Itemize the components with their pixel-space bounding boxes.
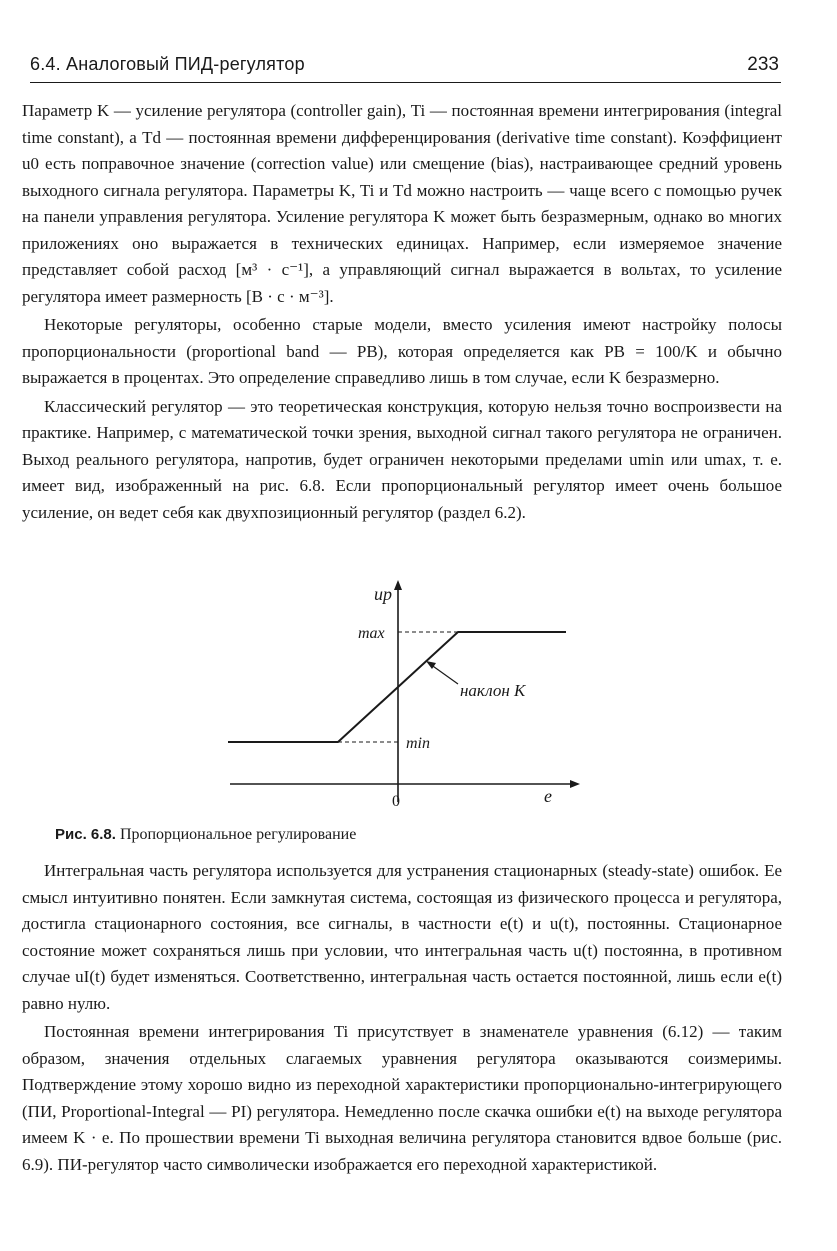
caption-label: Рис. 6.8. (55, 826, 116, 843)
figure-caption (55, 826, 356, 844)
y-axis-arrow (394, 580, 402, 590)
paragraph-text: Классический регулятор — это теоретическая конструкция, которую нельзя точно воспроизвести на практике. Например, с математической точки зрения, выходной сигнал такого регулятора не ограничен. Выход реального регулятора, напротив, будет ограничен некоторыми пределами umin или umax, т. е. имеет вид, изображенный на рис. 6.8. Если пропорциональный регулятор имеет очень большое усиление, он ведет себя как двухпозиционный регулятор (раздел 6.2). (22, 396, 782, 522)
paragraph (22, 1019, 782, 1178)
paragraph-text: Некоторые регуляторы, особенно старые модели, вместо усиления имеют настройку полосы пропорциональности (proportional band — PB), которая определяется как PB = 100/K и обычно выражается в процентах. Это определение справедливо лишь в том случае, если K безразмерно. (22, 315, 782, 387)
origin-label: 0 (392, 793, 400, 810)
paragraph (22, 312, 782, 392)
slope-label: наклон K (460, 681, 526, 700)
text-block-top (22, 98, 782, 528)
x-axis-arrow (570, 780, 580, 788)
paragraph (22, 394, 782, 527)
caption-text: Пропорциональное регулирование (119, 826, 357, 843)
section-title: 6.4. Аналоговый ПИД-регулятор (30, 54, 305, 74)
paragraph-text: Параметр K — усиление регулятора (controller gain), Ti — постоянная времени интегрирования (integral time constant), а Td — постоянная времени дифференцирования (derivative time constant). Коэффициент u0 есть поправочное значение (correction value) или смещение (bias), настраивающее средний уровень выходного сигнала регулятора. Параметры K, Ti и Td можно настроить — чаще всего с помощью ручек на панели управления регулятора. Усиление регулятора K может быть безразмерным, однако во многих приложениях оно выражается в технических единицах. Например, если измеряемое значение представляет собой расход [м³ · с⁻¹], а управляющий сигнал выражается в вольтах, то усиление регулятора имеет размерность [В · с · м⁻³]. (22, 101, 782, 306)
max-label: max (358, 625, 385, 642)
paragraph-text: Постоянная времени интегрирования Ti присутствует в знаменателе уравнения (6.12) — таким образом, значения отдельных слагаемых уравнения регулятора оказываются соизмеримы. Подтверждение этому хорошо видно из переходной характеристики пропорционально-интегрирующего (ПИ, Proportional-Integral — PI) регулятора. Немедленно после скачка ошибки e(t) на выходе регулятора имеем K · e. По прошествии времени Ti выходная величина регулятора становится вдвое больше (рис. 6.9). ПИ-регулятор часто символически изображается его переходной характеристикой. (22, 1022, 782, 1174)
x-axis-label: e (544, 786, 552, 806)
min-label: min (406, 735, 430, 752)
paragraph (22, 858, 782, 1017)
slope-pointer-line (430, 664, 458, 684)
paragraph-text: Интегральная часть регулятора используется для устранения стационарных (steady-state) ошибок. Ее смысл интуитивно понятен. Если замкнутая система, состоящая из физического процесса и регулятора, достигла стационарного состояния, все сигналы, в частности e(t) и u(t), постоянны. Стационарное состояние может сохраняться лишь при условии, что интегральная часть u(t) постоянна, в противном случае uI(t) будет изменяться. Соответственно, интегральная часть остается постоянной, лишь если e(t) равно нулю. (22, 861, 782, 1013)
proportional-control-figure (210, 578, 590, 818)
text-block-bottom (22, 858, 782, 1180)
paragraph (22, 98, 782, 310)
page-number: 233 (747, 54, 779, 75)
header-divider (30, 82, 781, 83)
y-axis-label: up (374, 584, 392, 604)
